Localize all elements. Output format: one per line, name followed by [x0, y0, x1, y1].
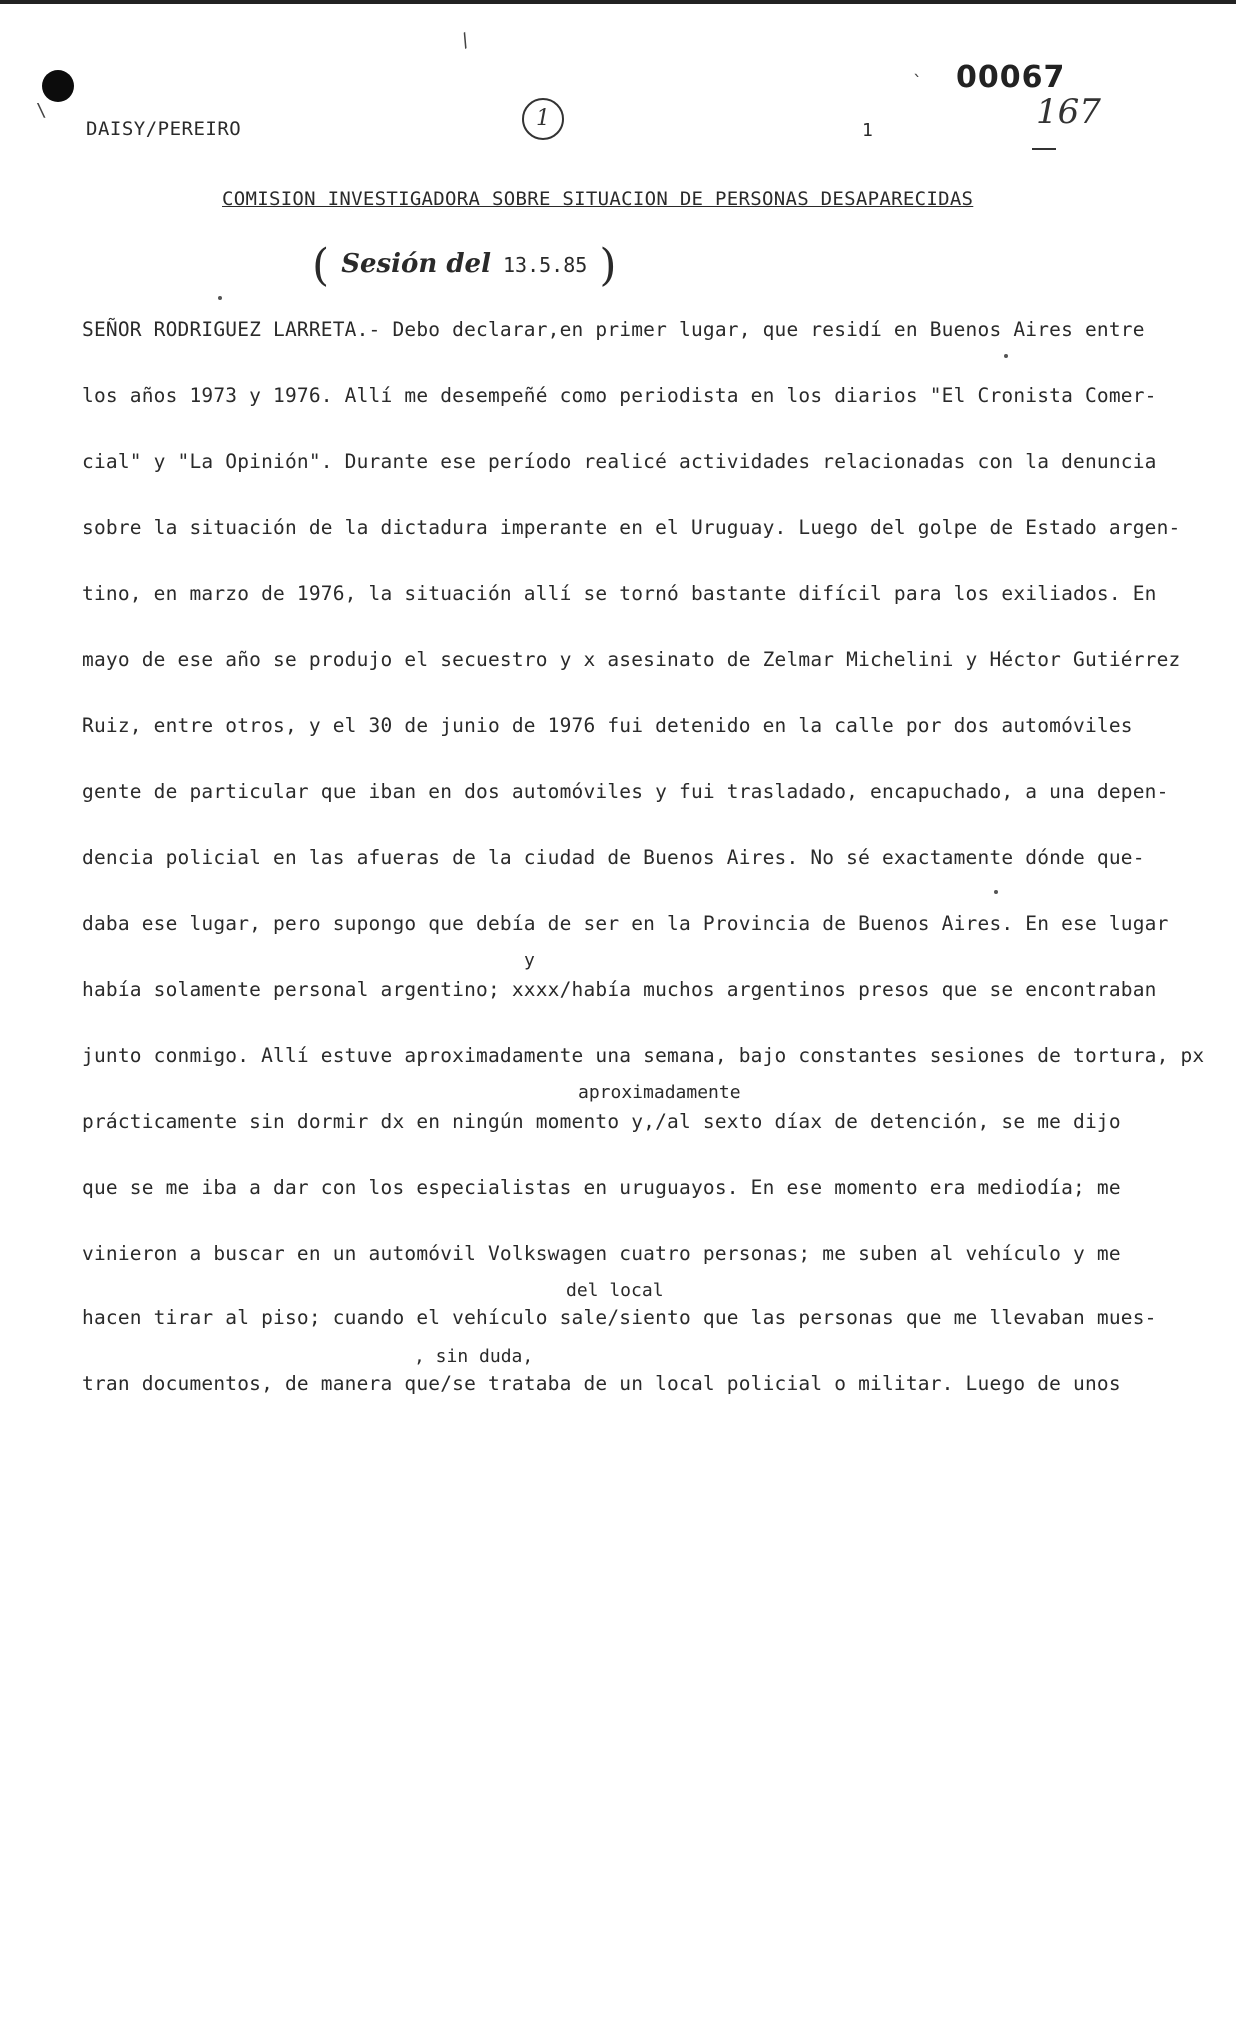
- body-line-8: gente de particular que iban en dos automóviles y fui trasladado, encapuchado, a una depen-: [82, 780, 1169, 803]
- margin-tick: \: [36, 100, 47, 121]
- session-date-line: [312, 240, 617, 291]
- stamp-tick: `: [912, 72, 923, 93]
- body-line-17: tran documentos, de manera que/se trataba de un local policial o militar. Luego de unos: [82, 1372, 1121, 1395]
- punch-hole: [42, 70, 74, 102]
- document-title: COMISION INVESTIGADORA SOBRE SITUACION DE PERSONAS DESAPARECIDAS: [222, 188, 974, 210]
- session-open-paren: (: [312, 240, 330, 291]
- interlinear-sin-duda: , sin duda,: [414, 1346, 534, 1367]
- body-line-2: los años 1973 y 1976. Allí me desempeñé como periodista en los diarios "El Cronista Comer-: [82, 384, 1157, 407]
- body-line-16: hacen tirar al piso; cuando el vehículo sale/siento que las personas que me llevaban mues-: [82, 1306, 1157, 1329]
- body-line-12: junto conmigo. Allí estuve aproximadamente una semana, bajo constantes sesiones de tortura, px: [82, 1044, 1205, 1067]
- interlinear-y: y: [524, 950, 535, 971]
- session-close-paren: ): [599, 240, 617, 291]
- body-line-1: SEÑOR RODRIGUEZ LARRETA.- Debo declarar,en primer lugar, que residí en Buenos Aires entre: [82, 318, 1145, 341]
- body-line-9: dencia policial en las afueras de la ciudad de Buenos Aires. No sé exactamente dónde que-: [82, 846, 1145, 869]
- top-border-rule: [0, 0, 1236, 4]
- interlinear-del-local: del local: [566, 1280, 664, 1301]
- pen-stroke-mark: /: [455, 28, 476, 53]
- body-line-13: prácticamente sin dormir dx en ningún momento y,/al sexto díax de detención, se me dijo: [82, 1110, 1121, 1133]
- stray-dot: [1004, 354, 1008, 358]
- stray-dot: [994, 890, 998, 894]
- session-handwritten: Sesión del: [341, 249, 491, 279]
- circled-number: 1: [522, 98, 564, 140]
- body-line-6: mayo de ese año se produjo el secuestro y x asesinato de Zelmar Michelini y Héctor Gutiérrez: [82, 648, 1181, 671]
- folio-underline: [1032, 148, 1056, 150]
- stray-dot: [218, 296, 222, 300]
- stamp-number: 00067: [956, 60, 1066, 95]
- body-line-5: tino, en marzo de 1976, la situación allí se tornó bastante difícil para los exiliados. En: [82, 582, 1157, 605]
- header-left-label: DAISY/PEREIRO: [86, 118, 242, 140]
- body-line-7: Ruiz, entre otros, y el 30 de junio de 1976 fui detenido en la calle por dos automóviles: [82, 714, 1133, 737]
- body-line-3: cial" y "La Opinión". Durante ese período realicé actividades relacionadas con la denuncia: [82, 450, 1157, 473]
- session-date: 13.5.85: [503, 253, 588, 277]
- page-number: 1: [862, 120, 873, 141]
- body-line-10: daba ese lugar, pero supongo que debía de ser en la Provincia de Buenos Aires. En ese lugar: [82, 912, 1169, 935]
- interlinear-aproximadamente: aproximadamente: [578, 1082, 741, 1103]
- body-line-4: sobre la situación de la dictadura imperante en el Uruguay. Luego del golpe de Estado argen-: [82, 516, 1181, 539]
- body-line-14: que se me iba a dar con los especialistas en uruguayos. En ese momento era mediodía; me: [82, 1176, 1121, 1199]
- body-line-15: vinieron a buscar en un automóvil Volkswagen cuatro personas; me suben al vehículo y me: [82, 1242, 1121, 1265]
- handwritten-folio: 167: [1036, 92, 1101, 132]
- body-line-11: había solamente personal argentino; xxxx/había muchos argentinos presos que se encontraban: [82, 978, 1157, 1001]
